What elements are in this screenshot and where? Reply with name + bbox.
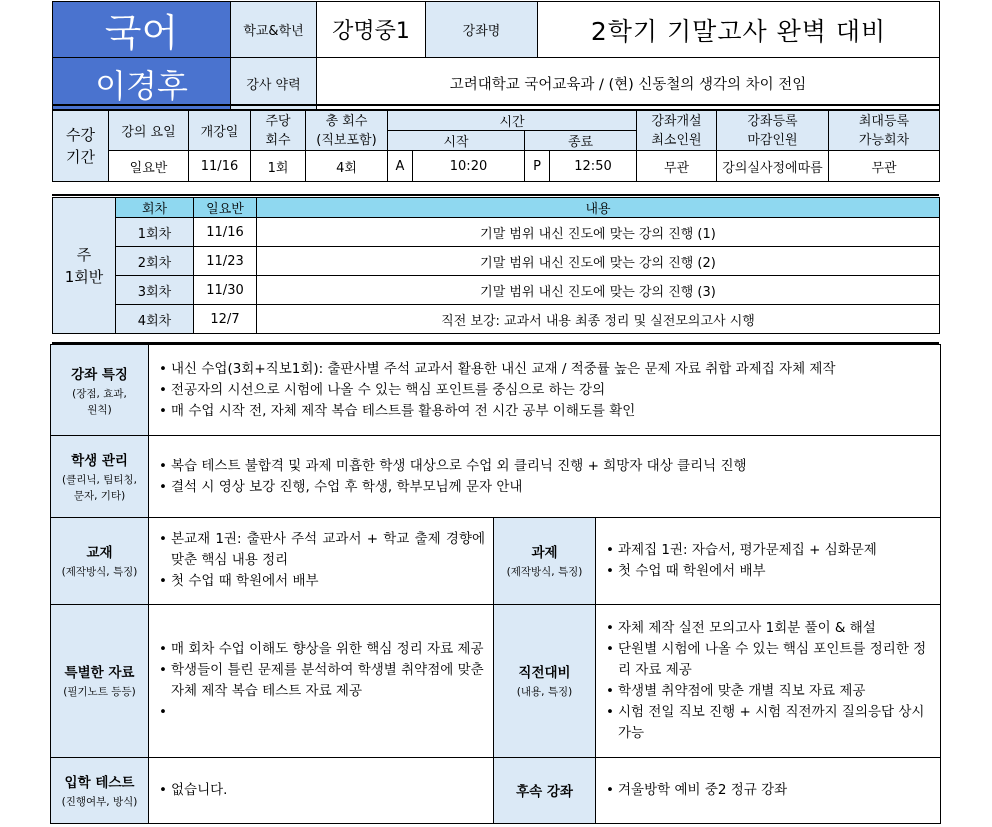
follow-up-label: 후속 강좌: [516, 784, 573, 801]
weekly-schedule-table: [52, 197, 940, 334]
course-label: 강좌명: [426, 2, 538, 58]
homework-content: [596, 517, 941, 604]
textbook-content: [149, 517, 494, 604]
session-label: 1회차: [116, 218, 194, 247]
value-end-ampm: P: [525, 151, 550, 182]
col-min: [637, 111, 717, 151]
course-period-table: [52, 110, 940, 182]
divider-line: [52, 104, 939, 106]
profile-label: 강사 약력: [231, 58, 317, 110]
special-sublabel: (필기노트 등등): [63, 686, 136, 699]
session-content: 직전 보강: 교과서 내용 최종 정리 및 실전모의고사 시행: [257, 305, 940, 334]
col-total-1: 총 회수: [325, 113, 368, 129]
col-deadline: [717, 111, 829, 151]
col-time-end: 종료: [525, 131, 637, 151]
final-prep-sublabel: (내용, 특징): [516, 686, 573, 699]
homework-sublabel: (제작방식, 특징): [506, 566, 583, 579]
features-sublabel-2: 원칙): [87, 403, 112, 416]
col-min-2: 최소인원: [651, 132, 702, 148]
follow-up-content: [596, 757, 941, 823]
col-max: [829, 111, 940, 151]
side-label-line-1: 수강: [66, 126, 95, 144]
session-content: 기말 범위 내신 진도에 맞는 강의 진행 (2): [257, 247, 940, 276]
col-sunday: 일요반: [194, 198, 257, 218]
teacher-name: 이경후: [53, 58, 231, 110]
side-label-line-2: 기간: [66, 148, 95, 166]
entrance-sublabel: (진행여부, 방식): [61, 795, 138, 808]
management-label-cell: [51, 436, 149, 517]
entrance-label: 입학 테스트: [64, 774, 135, 791]
weekly-side-label-1: 주: [76, 245, 92, 264]
features-sublabel-1: (장점, 효과,: [72, 387, 127, 400]
school-label: 학교&학년: [231, 2, 317, 58]
col-time-start: 시작: [388, 131, 525, 151]
features-sublabel: [51, 386, 148, 418]
list-item: • 첫 수업 때 학원에서 배부: [604, 561, 932, 582]
list-item: • 복습 테스트 불합격 및 과제 미흡한 학생 대상으로 수업 외 클리닉 진행 + 희망자 대상 클리닉 진행: [157, 456, 932, 477]
list-item: • 내신 수업(3회+직보1회): 출판사별 주석 교과서 활용한 내신 교재 / 적중률 높은 문제 자료 취합 과제집 자체 제작: [157, 359, 932, 380]
list-item: • 전공자의 시선으로 시험에 나올 수 있는 핵심 포인트를 중심으로 하는 강의: [157, 380, 932, 401]
session-date: 11/16: [194, 218, 257, 247]
session-date: 11/30: [194, 276, 257, 305]
weekly-side-label-2: 1회반: [64, 267, 104, 286]
list-item: • 첫 수업 때 학원에서 배부: [157, 571, 485, 592]
features-label: 강좌 특징: [71, 366, 128, 383]
features-content: [149, 345, 941, 436]
weekly-side-label: [53, 198, 116, 334]
session-content: 기말 범위 내신 진도에 맞는 강의 진행 (3): [257, 276, 940, 305]
list-item: • 본교재 1권: 출판사 주석 교과서 + 학교 출제 경향에 맞춘 핵심 내용 정리: [157, 529, 485, 571]
value-min: 무관: [637, 151, 717, 182]
col-total-2: (직보포함): [316, 132, 377, 148]
col-weekly-2: 회수: [265, 132, 291, 148]
value-start-time: 10:20: [413, 151, 525, 182]
col-min-1: 강좌개설: [651, 113, 702, 129]
entrance-content: [149, 757, 494, 823]
management-sublabel: [51, 472, 148, 504]
session-date: 11/23: [194, 247, 257, 276]
special-label-cell: [51, 605, 149, 758]
col-deadline-1: 강좌등록: [747, 113, 798, 129]
features-label-cell: [51, 345, 149, 436]
header-table: [52, 1, 940, 110]
final-prep-content: [596, 605, 941, 758]
course-period-side-label: [53, 111, 109, 182]
list-item: • 학생별 취약점에 맞춘 개별 직보 자료 제공: [604, 681, 932, 702]
homework-label-cell: [494, 517, 596, 604]
list-item: • 없습니다.: [157, 780, 485, 801]
profile-value: 고려대학교 국어교육과 / (현) 신동철의 생각의 차이 전임: [317, 58, 940, 110]
col-deadline-2: 마감인원: [747, 132, 798, 148]
col-time: 시간: [388, 111, 637, 131]
session-label: 2회차: [116, 247, 194, 276]
course-info-table: [50, 344, 941, 824]
col-session: 회차: [116, 198, 194, 218]
textbook-label: 교재: [86, 545, 113, 562]
management-sublabel-1: (클리닉, 팀티칭,: [62, 474, 137, 487]
session-label: 3회차: [116, 276, 194, 305]
list-item: • 겨울방학 예비 중2 정규 강좌: [604, 780, 932, 801]
textbook-sublabel: (제작방식, 특징): [61, 566, 138, 579]
textbook-label-cell: [51, 517, 149, 604]
list-item: • 매 수업 시작 전, 자체 제작 복습 테스트를 활용하여 전 시간 공부 이해도를 확인: [157, 401, 932, 422]
session-date: 12/7: [194, 305, 257, 334]
divider-line: [52, 194, 939, 196]
special-label: 특별한 자료: [64, 665, 135, 682]
col-max-1: 최대등록: [858, 113, 910, 129]
follow-up-label-cell: [494, 757, 596, 823]
course-title: 2학기 기말고사 완벽 대비: [538, 2, 940, 58]
session-label: 4회차: [116, 305, 194, 334]
value-deadline: 강의실사정에따름: [717, 151, 829, 182]
value-start-ampm: A: [388, 151, 413, 182]
final-prep-label-cell: [494, 605, 596, 758]
list-item: • 시험 전일 직보 진행 + 시험 직전까지 질의응답 상시 가능: [604, 702, 932, 744]
list-item: • 결석 시 영상 보강 진행, 수업 후 학생, 학부모님께 문자 안내: [157, 477, 932, 498]
value-day: 일요반: [109, 151, 189, 182]
col-weekly-1: 주당: [265, 113, 291, 129]
value-end-time: 12:50: [550, 151, 637, 182]
final-prep-label: 직전대비: [518, 665, 571, 682]
special-content: [149, 605, 494, 758]
value-total: 4회: [306, 151, 388, 182]
management-sublabel-2: 문자, 기타): [73, 490, 126, 503]
list-item: • 학생들이 틀린 문제를 분석하여 학생별 취약점에 맞춘 자체 제작 복습 테스트 자료 제공: [157, 660, 485, 702]
value-max: 무관: [829, 151, 940, 182]
value-weekly: 1회: [251, 151, 306, 182]
col-start-date: 개강일: [189, 111, 251, 151]
list-item: [157, 702, 485, 723]
management-label: 학생 관리: [71, 453, 128, 470]
management-content: [149, 436, 941, 517]
list-item: • 과제집 1권: 자습서, 평가문제집 + 심화문제: [604, 540, 932, 561]
session-content: 기말 범위 내신 진도에 맞는 강의 진행 (1): [257, 218, 940, 247]
col-total: [306, 111, 388, 151]
list-item: • 자체 제작 실전 모의고사 1회분 풀이 & 해설: [604, 618, 932, 639]
col-content: 내용: [257, 198, 940, 218]
homework-label: 과제: [531, 545, 558, 562]
subject-title: 국어: [53, 2, 231, 58]
school-value: 강명중1: [317, 2, 426, 58]
value-start-date: 11/16: [189, 151, 251, 182]
list-item: • 매 회차 수업 이해도 향상을 위한 핵심 정리 자료 제공: [157, 639, 485, 660]
entrance-label-cell: [51, 757, 149, 823]
col-weekly: [251, 111, 306, 151]
col-day: 강의 요일: [109, 111, 189, 151]
list-item: • 단원별 시험에 나올 수 있는 핵심 포인트를 정리한 정리 자료 제공: [604, 639, 932, 681]
col-max-2: 가능회차: [858, 132, 910, 148]
